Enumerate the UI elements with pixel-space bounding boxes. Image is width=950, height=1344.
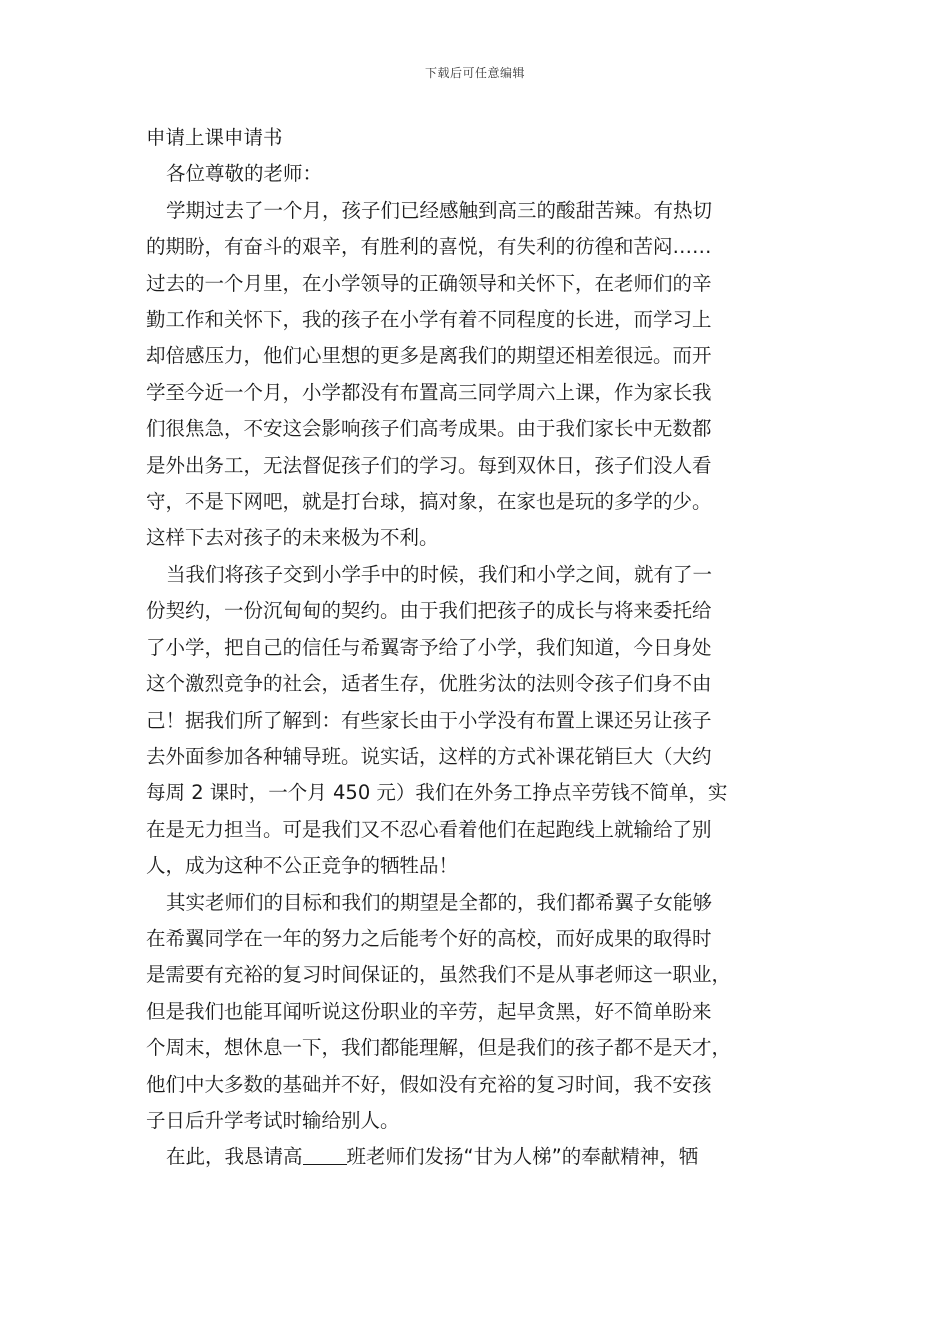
paragraph-4-after-blank: 班老师们发扬“甘为人梯”的奉献精神，牺 <box>346 1145 699 1169</box>
document-title: 申请上课申请书 <box>146 126 283 149</box>
paragraph-4-before-blank: 在此，我恳请高 <box>166 1145 303 1169</box>
paragraph-4 <box>146 1139 806 1175</box>
page-header-note: 下载后可任意编辑 <box>424 66 525 80</box>
salutation: 各位尊敬的老师： <box>166 162 323 186</box>
document-body <box>146 120 806 1176</box>
paragraph-3: 其实老师们的目标和我们的期望是全都的，我们都希翼子女能够 在希翼同学在一年的努力之后能考个好的高校，而好成果的取得时 是需要有充裕的复习时间保证的，虽然我们不是从事老师这一职业， 但是我们也能耳闻听说这份职业的辛劳，起早贪黑，好不简单盼来 个周末，想休息一下，我们都能理解，但是我们的孩子都不是天才， 他们中大多数的基础并不好，假如没有充裕的复习时间，我不安孩 子日后升学考试时输给别人。 <box>146 890 732 1132</box>
class-number-blank <box>303 1144 347 1165</box>
paragraph-2: 当我们将孩子交到小学手中的时候，我们和小学之间，就有了一 份契约，一份沉甸甸的契约。由于我们把孩子的成长与将来委托给 了小学，把自己的信任与希翼寄予给了小学，我们知道，今日身处 这个激烈竞争的社会，适者生存，优胜劣汰的法则令孩子们身不由 己！据我们所了解到：有些家长由于小学没有布置上课还另让孩子 去外面参加各种辅导班。说实话，这样的方式补课花销巨大（大约 每周 2 课时，一个月 450 元）我们在外务工挣点辛劳钱不简单，实 在是无力担当。可是我们又不忍心看着他们在起跑线上就输给了别 人，成为这种不公正竞争的牺牲品！ <box>146 562 728 878</box>
paragraph-1: 学期过去了一个月，孩子们已经感触到高三的酸甜苦辣。有热切 的期盼，有奋斗的艰辛，有胜利的喜悦，有失利的彷徨和苦闷…… 过去的一个月里，在小学领导的正确领导和关怀下，在老师们的辛 勤工作和关怀下，我的孩子在小学有着不同程度的长进，而学习上 却倍感压力，他们心里想的更多是离我们的期望还相差很远。而开 学至今近一个月，小学都没有布置高三同学周六上课，作为家长我 们很焦急，不安这会影响孩子们高考成果。由于我们家长中无数都 是外出务工，无法督促孩子们的学习。每到双休日，孩子们没人看 守，不是下网吧，就是打台球，搞对象，在家也是玩的多学的少。 这样下去对孩子的未来极为不利。 <box>146 198 713 550</box>
